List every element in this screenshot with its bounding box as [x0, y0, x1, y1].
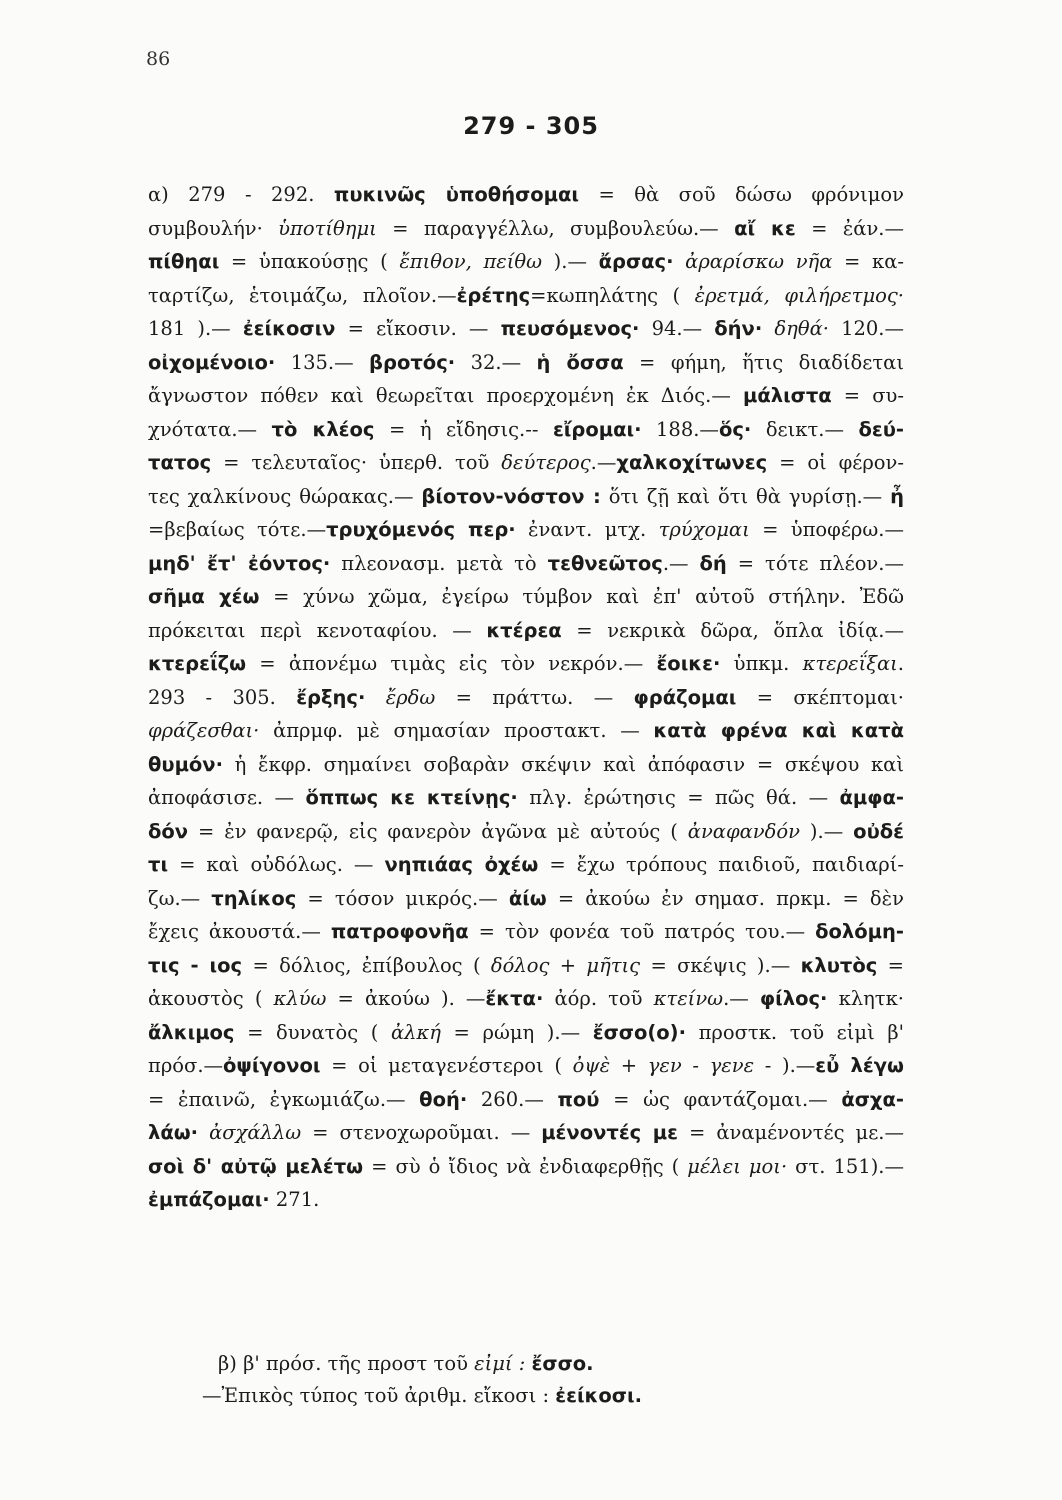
gloss-text: = φήμη, ἥτις διαδίδεται — [623, 350, 904, 374]
gloss-text: χνότατα.— — [148, 417, 272, 441]
text-line — [148, 452, 904, 474]
lemma: κατὰ φρένα καὶ κατὰ — [653, 719, 904, 742]
lemma: τὸ κλέος — [271, 417, 375, 441]
gloss-text: = τελευταῖος· ὑπερθ. τοῦ — [211, 451, 502, 474]
lemma: δεύ- — [858, 417, 904, 441]
gloss-text: ἀκουστὸς ( — [148, 987, 274, 1010]
gloss-text: = ρώμη ).— — [440, 1020, 593, 1044]
gloss-text: ).— — [771, 1054, 816, 1077]
gloss-text: ἀόρ. τοῦ — [543, 987, 654, 1010]
gloss-text: = τότε πλέον.— — [726, 551, 904, 575]
lemma: χαλκοχίτωνες — [616, 451, 768, 474]
lemma: ὅππως κε κτείνῃς· — [305, 786, 518, 809]
lemma: ἐρέτης — [456, 283, 531, 307]
gloss-text: = παραγγέλλω, συμβουλεύω.— — [376, 216, 735, 240]
lemma: ἦ — [890, 484, 904, 508]
citation-form: ἀναφανδόν — [687, 819, 800, 843]
text-line — [148, 888, 904, 910]
gloss-text: κλητκ· — [827, 987, 904, 1010]
citation-form: τρύχομαι — [658, 518, 750, 541]
text-line — [148, 251, 904, 273]
gloss-text: ἀποφάσισε. — — [148, 786, 306, 809]
lemma: τηλίκος — [211, 886, 297, 910]
gloss-text: ταρτίζω, ἑτοιμάζω, πλοῖον.— — [148, 283, 457, 307]
gloss-text: = θὰ σοῦ δώσω φρόνιμον — [579, 183, 905, 206]
gloss-text: = τὸν φονέα τοῦ πατρός του.— — [468, 920, 816, 943]
lemma: κτερεΐζω — [148, 652, 247, 675]
gloss-text: α) 279 - 292. — [148, 183, 334, 206]
lemma: τι — [148, 853, 169, 876]
gloss-text: =βεβαίως τότε.— — [148, 518, 327, 541]
text-line — [148, 1089, 904, 1111]
gloss-text — [198, 1121, 209, 1144]
text-line — [148, 687, 904, 709]
gloss-text: = σκέπτομαι· — [736, 685, 904, 709]
lemma: ἐείκοσιν — [242, 317, 336, 340]
gloss-text: = ἀκούω ). — — [326, 987, 486, 1010]
lemma: ἔκτα· — [485, 987, 544, 1010]
lemma: ἄλκιμος — [148, 1020, 235, 1044]
lemma: οἰχομένοιο· — [148, 350, 276, 374]
lemma: ὀψίγονοι — [223, 1054, 321, 1077]
gloss-text: 32.— — [455, 350, 537, 374]
text-line — [148, 1022, 904, 1044]
gloss-text: —Ἐπικὸς τύπος τοῦ ἀριθμ. εἴκοσι : — [202, 1384, 556, 1407]
gloss-text: = ἐάν.— — [795, 216, 904, 240]
gloss-text: ).— — [542, 250, 599, 273]
gloss-text — [365, 686, 385, 709]
lemma: βίοτον-νόστον : — [421, 484, 601, 508]
gloss-text: 271. — [269, 1188, 320, 1211]
gloss-text: = οἱ φέρον- — [767, 451, 904, 474]
gloss-text: = δυνατὸς ( — [234, 1020, 391, 1044]
text-line — [148, 1189, 904, 1211]
text-line — [148, 184, 904, 206]
lemma: ἀσχα- — [841, 1087, 904, 1111]
text-line — [148, 988, 904, 1010]
gloss-text: = ἀκούω ἐν σημασ. πρκμ. = δὲν — [546, 886, 904, 910]
text-line — [148, 486, 904, 508]
gloss-text: πρόκειται περὶ κενοταφίου. — — [148, 618, 487, 642]
gloss-text: ἀπρμφ. μὲ σημασίαν προστακτ. — — [259, 719, 654, 742]
lemma: σοὶ δ' αὐτῷ μελέτω — [148, 1154, 364, 1178]
citation-form: δόλος + μῆτις — [490, 953, 641, 977]
text-line — [148, 318, 904, 340]
lemma: ἔσσο(ο)· — [592, 1020, 686, 1044]
text-line — [202, 1384, 642, 1407]
gloss-text: πλγ. ἐρώτησις = πῶς θά. — — [517, 786, 840, 809]
text-line — [148, 754, 904, 776]
lemma: ἔοικε· — [656, 652, 721, 675]
gloss-text: = — [877, 953, 905, 977]
lemma: ἀίω — [508, 886, 547, 910]
gloss-text: 120.— — [828, 317, 904, 340]
citation-form: ὀψὲ + γεν - γενε - — [572, 1054, 772, 1077]
lemma: μάλιστα — [742, 384, 832, 407]
lemma: νηπιάας ὀχέω — [384, 853, 539, 876]
gloss-text: . — [897, 652, 904, 675]
gloss-text: 260.— — [467, 1087, 558, 1111]
lemma: λάω· — [148, 1121, 199, 1144]
lemma: θοή· — [419, 1087, 468, 1111]
text-line — [148, 720, 904, 742]
text-line — [148, 553, 904, 575]
lemma: πού — [557, 1087, 600, 1111]
text-line — [148, 955, 904, 977]
text-line — [148, 1122, 904, 1144]
gloss-text: = ὡς φαντάζομαι.— — [599, 1087, 842, 1111]
citation-form: δηθά· — [774, 317, 829, 340]
text-line — [148, 385, 904, 407]
citation-form: κτερεΐξαι — [802, 652, 898, 675]
gloss-text: = ἡ εἴδησις.-- — [374, 417, 553, 441]
gloss-text: =κωπηλάτης ( — [530, 283, 695, 307]
lemma: φίλος· — [759, 987, 828, 1010]
gloss-text: 135.— — [275, 350, 370, 374]
text-line — [218, 1352, 594, 1375]
lemma: εὖ λέγω — [815, 1054, 904, 1077]
gloss-text: ἔχεις ἀκουστά.— — [148, 920, 331, 943]
gloss-text: = στενοχωροῦμαι. — — [301, 1121, 542, 1144]
gloss-text: = κα- — [832, 250, 904, 273]
gloss-text: = πράττω. — — [435, 685, 634, 709]
lemma: τρυχόμενός περ· — [326, 518, 516, 541]
lemma: αἴ κε — [734, 216, 796, 240]
gloss-text: = ἀναμένοντές με.— — [678, 1121, 905, 1144]
lemma: τεθνεῶτος — [547, 551, 663, 575]
lemma: θυμόν· — [148, 752, 224, 776]
lemma: ὅς· — [718, 417, 752, 441]
lemma: οὐδέ — [853, 819, 904, 843]
gloss-text: προστκ. τοῦ εἰμὶ β' — [685, 1020, 904, 1044]
gloss-text: = χύνω χῶμα, ἐγείρω τύμβον καὶ ἐπ' αὐτοῦ στήλην. Ἐδῶ — [259, 585, 905, 608]
text-line — [148, 1055, 904, 1077]
lemma: ἄρσας· — [598, 250, 674, 273]
text-line — [148, 787, 904, 809]
lemma: σῆμα χέω — [148, 585, 260, 608]
citation-form: ἀραρίσκω νῆα — [685, 250, 833, 273]
citation-form: ἔπιθον, πείθω — [399, 250, 543, 273]
lemma: ἔρξης· — [296, 685, 366, 709]
text-line — [148, 419, 904, 441]
gloss-text: .— — [723, 987, 760, 1010]
citation-form: ἀσχάλλω — [209, 1121, 302, 1144]
gloss-text: β) β' πρόσ. τῆς προστ τοῦ — [218, 1352, 475, 1375]
citation-form: ἀλκή — [390, 1020, 441, 1044]
gloss-text: ὅτι ζῇ καὶ ὅτι θὰ γυρίσῃ.— — [600, 484, 891, 508]
gloss-text: = ἐν φανερῷ, εἰς φανερὸν ἀγῶνα μὲ αὐτούς ( — [188, 819, 688, 843]
citation-form: ὑποτίθημι — [278, 216, 377, 240]
gloss-text: 293 - 305. — [148, 685, 297, 709]
citation-form: μέλει μοι· — [687, 1154, 788, 1178]
lemma: πευσόμενος· — [500, 317, 640, 340]
section-heading: 279 - 305 — [463, 112, 599, 140]
lemma: εἴρομαι· — [552, 417, 642, 441]
lemma: ἡ ὄσσα — [536, 350, 624, 374]
gloss-text: = οἱ μεταγενέστεροι ( — [320, 1054, 573, 1077]
gloss-text: 94.— — [639, 317, 715, 340]
gloss-text: πλεονασμ. μετὰ τὸ — [330, 551, 548, 575]
lemma: κλυτὸς — [800, 953, 878, 977]
gloss-text: = σὺ ὁ ἴδιος νὰ ἐνδιαφερθῇς ( — [363, 1154, 688, 1178]
citation-form: δεύτερος — [501, 451, 591, 474]
lemma: μηδ' ἔτ' ἐόντος· — [148, 551, 331, 575]
text-line — [148, 854, 904, 876]
gloss-text: ἡ ἔκφρ. σημαίνει σοβαρὰν σκέψιν καὶ ἀπόφασιν = σκέψου καὶ — [223, 752, 904, 776]
gloss-text: = ὑπακούσῃς ( — [219, 250, 400, 273]
text-line — [148, 285, 904, 307]
citation-form: ἐρετμά, φιλήρετμος· — [694, 283, 904, 307]
gloss-text: = ὑποφέρω.— — [749, 518, 904, 541]
gloss-text: = ἔχω τρόπους παιδιοῦ, παιδιαρί- — [538, 853, 904, 876]
citation-form: ἔρδω — [385, 685, 436, 709]
lemma: τις - ιος — [148, 953, 243, 977]
gloss-text: = καὶ οὐδόλως. — — [168, 853, 385, 876]
citation-form: εἰμί : — [474, 1352, 526, 1375]
gloss-text: = συ- — [831, 384, 904, 407]
lemma: δήν· — [714, 317, 763, 340]
lemma: πατροφονῆα — [330, 920, 469, 943]
gloss-text: 181 ).— — [148, 317, 243, 340]
gloss-text: ἄγνωστον πόθεν καὶ θεωρεῖται προερχομένη ἐκ Διός.— — [148, 384, 743, 407]
gloss-text: ὑπκμ. — [720, 652, 803, 675]
gloss-text: = εἴκοσιν. — — [335, 317, 501, 340]
lemma: τατος — [148, 451, 212, 474]
text-line — [148, 1156, 904, 1178]
gloss-text: = τόσον μικρός.— — [296, 886, 509, 910]
gloss-text: = ἀπονέμω τιμὰς εἰς τὸν νεκρόν.— — [246, 652, 657, 675]
gloss-text: 188.— — [641, 417, 719, 441]
citation-form: κτείνω — [653, 987, 724, 1010]
lemma: πίθηαι — [148, 250, 220, 273]
text-line — [148, 653, 904, 675]
gloss-text: = σκέψις ).— — [640, 953, 801, 977]
lemma: φράζομαι — [633, 685, 737, 709]
gloss-text: .— — [662, 551, 700, 575]
gloss-text: = ἐπαινῶ, ἐγκωμιάζω.— — [148, 1087, 420, 1111]
lemma: δόν — [148, 819, 189, 843]
gloss-text: στ. 151).— — [787, 1154, 905, 1178]
gloss-text: ἐναντ. μτχ. — [515, 518, 659, 541]
lemma: ἐμπάζομαι· — [148, 1188, 270, 1211]
gloss-text: ).— — [799, 819, 854, 843]
gloss-text: ζω.— — [148, 886, 212, 910]
page-number: 86 — [146, 48, 171, 70]
text-line — [148, 921, 904, 943]
text-line — [148, 586, 904, 608]
lemma: δολόμη- — [815, 920, 904, 943]
gloss-text: .— — [590, 451, 617, 474]
text-line — [148, 620, 904, 642]
text-line — [148, 821, 904, 843]
lemma: ἐείκοσι. — [555, 1384, 642, 1407]
text-line — [148, 519, 904, 541]
lemma: πυκινῶς ὑποθήσομαι — [333, 183, 580, 206]
gloss-text: πρόσ.— — [148, 1054, 224, 1077]
text-line — [148, 218, 904, 240]
lemma: βροτός· — [369, 350, 456, 374]
citation-form: κλύω — [273, 987, 327, 1010]
lemma: μένοντές με — [541, 1121, 679, 1144]
gloss-text — [674, 250, 686, 273]
text-line — [148, 352, 904, 374]
gloss-text: δεικτ.— — [751, 417, 859, 441]
lemma: ἀμφα- — [839, 786, 904, 809]
lemma: ἔσσο. — [531, 1352, 594, 1375]
gloss-text: συμβουλήν· — [148, 216, 279, 240]
lemma: κτέρεα — [486, 618, 562, 642]
citation-form: φράζεσθαι· — [148, 719, 260, 742]
lemma: δή — [699, 551, 727, 575]
gloss-text — [762, 317, 774, 340]
gloss-text: = νεκρικὰ δῶρα, ὅπλα ἰδίᾳ.— — [561, 618, 904, 642]
gloss-text: = δόλιος, ἐπίβουλος ( — [242, 953, 491, 977]
gloss-text: τες χαλκίνους θώρακας.— — [148, 484, 422, 508]
